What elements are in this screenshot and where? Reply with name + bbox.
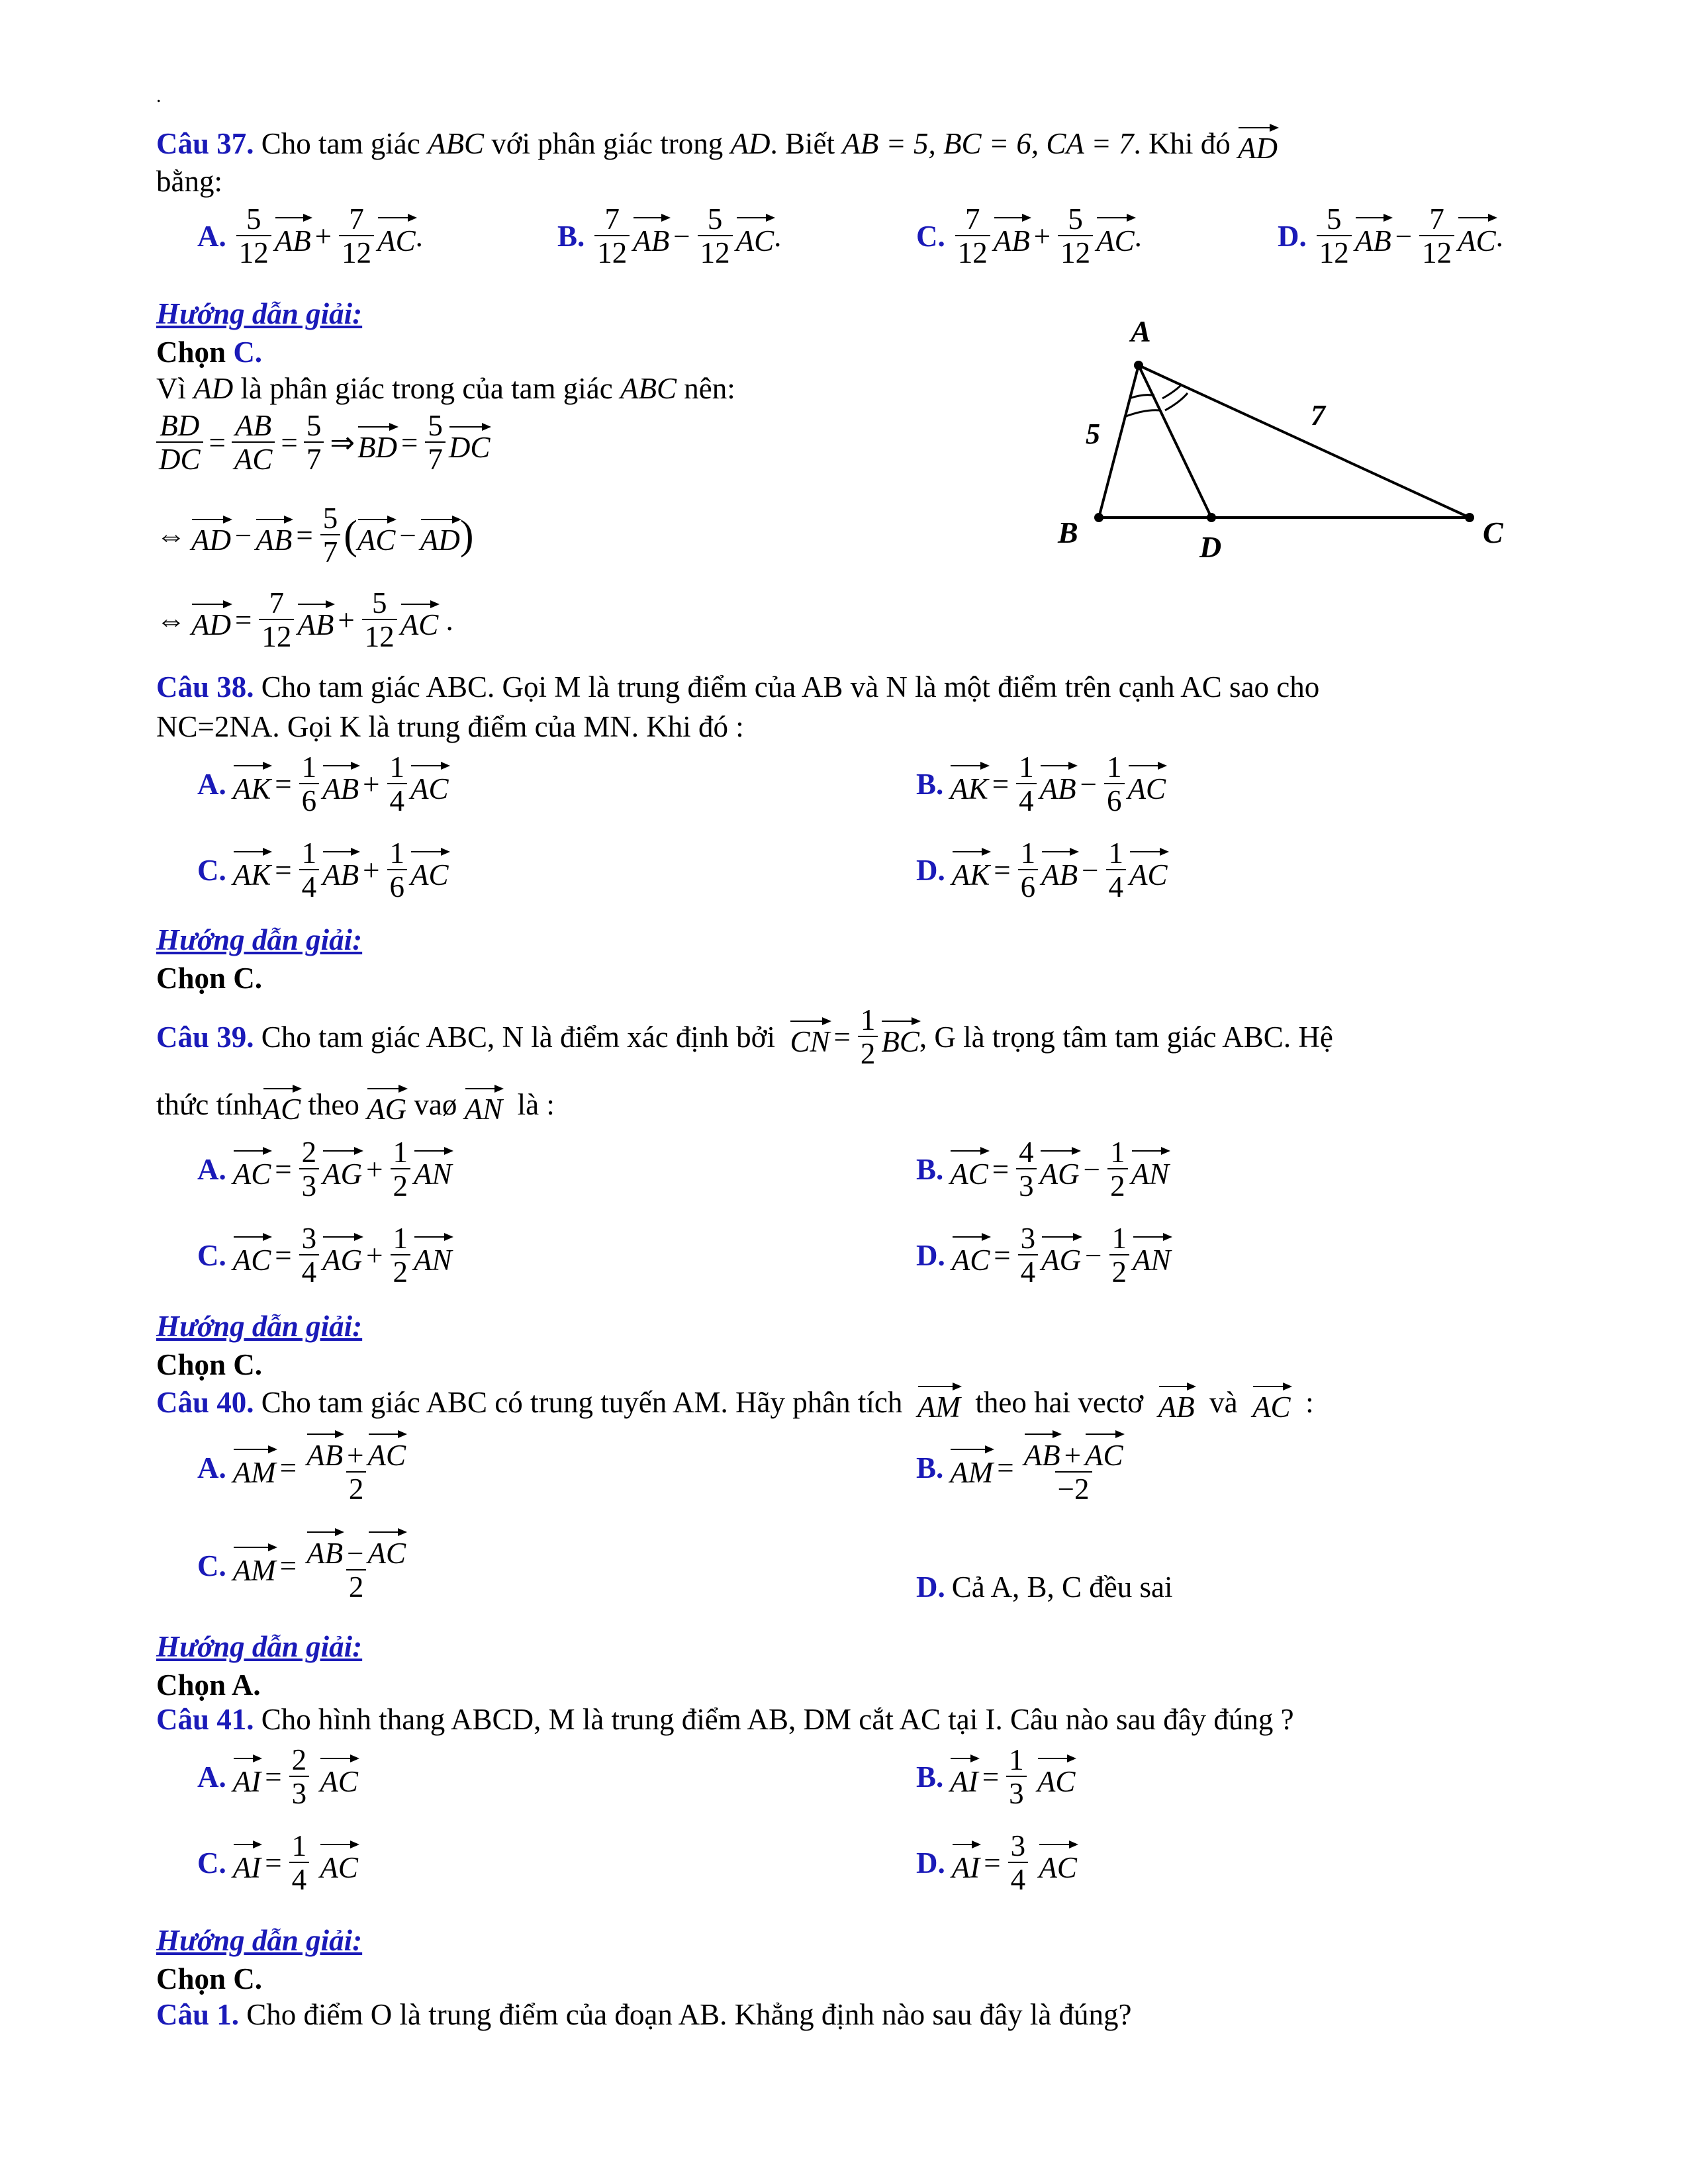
q40-guide: Hướng dẫn giải: <box>156 1630 363 1663</box>
q38-option-c[interactable]: C. AK = $\frac{1}{4}$ AB + $\frac{1}{6}$ AC <box>197 837 449 904</box>
sol-ad: AD <box>193 372 234 405</box>
q37-stem <box>156 124 1278 163</box>
q39-guide: Hướng dẫn giải: <box>156 1310 363 1343</box>
q39-stem-line2: thức tính AC theo AG vaø AN là : <box>156 1085 555 1124</box>
den: 2 <box>346 1471 367 1505</box>
triangle-figure <box>1046 311 1523 589</box>
option-label: C. <box>197 1549 226 1583</box>
den: −2 <box>1055 1471 1092 1505</box>
num: 1 <box>1019 751 1034 784</box>
num: 1 <box>291 1829 307 1862</box>
q39-text2: , G là trọng tâm tam giác ABC. Hệ <box>919 1020 1333 1054</box>
num: 1 <box>389 751 405 784</box>
den: 6 <box>1104 783 1125 817</box>
q40-option-a[interactable]: A. AM = $\frac{AB + AC}{2}$ <box>197 1431 412 1506</box>
q38-stem-line2: NC=2NA. Gọi K là trung điểm của MN. Khi đó : <box>156 710 744 743</box>
sol-text: nên: <box>684 372 735 405</box>
q41-text: Cho hình thang ABCD, M là trung điểm AB, DM cắt AC tại I. Câu nào sau đây đúng ? <box>261 1703 1294 1736</box>
q37-option-a[interactable] <box>197 204 423 269</box>
num: 3 <box>1010 1829 1026 1862</box>
q39-option-b[interactable]: B. AC = $\frac{4}{3}$ AG − $\frac{1}{2}$ AN <box>916 1136 1170 1203</box>
num: 1 <box>301 837 317 870</box>
den: 12 <box>1419 235 1454 269</box>
q39-text1: Cho tam giác ABC, N là điểm xác định bởi <box>261 1020 775 1054</box>
q38-chon: Chọn C. <box>156 962 263 995</box>
num: 1 <box>389 837 405 870</box>
option-label: C. <box>197 1239 226 1273</box>
num: 7 <box>604 203 620 236</box>
option-label: B. <box>916 768 944 801</box>
den: 2 <box>346 1569 367 1603</box>
vec-ac: AC <box>377 214 416 258</box>
period: . <box>1134 220 1142 253</box>
den: 12 <box>236 235 271 269</box>
triangle-abc <box>1099 365 1470 518</box>
q39-text4: theo <box>308 1088 359 1121</box>
den: 2 <box>391 1168 411 1202</box>
point-a <box>1134 361 1143 370</box>
chon-letter: C. <box>233 336 263 369</box>
num: 2 <box>301 1136 317 1169</box>
q39-option-c[interactable]: C. AC = $\frac{3}{4}$ AG + $\frac{1}{2}$ AN <box>197 1222 452 1289</box>
num: 5 <box>707 203 723 236</box>
den: 4 <box>299 869 320 903</box>
q37-text2: với phân giác trong <box>491 127 724 160</box>
num: 1 <box>1111 1222 1127 1255</box>
q41-guide: Hướng dẫn giải: <box>156 1924 363 1957</box>
operator: − <box>1082 854 1099 887</box>
q37-option-d[interactable] <box>1278 204 1503 269</box>
num: 1 <box>1020 837 1036 870</box>
q37-abc: ABC <box>427 127 484 160</box>
q41-option-d[interactable]: D. AI = $\frac{3}{4}$ AC <box>916 1829 1077 1897</box>
q39-text6: là : <box>517 1088 555 1121</box>
q37-guide: Hướng dẫn giải: <box>156 297 363 330</box>
q39-option-d[interactable]: D. AC = $\frac{3}{4}$ AG − $\frac{1}{2}$ AN <box>916 1222 1171 1289</box>
den: 3 <box>1006 1776 1027 1809</box>
q40-text2: theo hai vectơ <box>975 1386 1144 1419</box>
option-label: A. <box>197 1760 226 1794</box>
num: 4 <box>1019 1136 1034 1169</box>
q40-stem: Câu 40. Cho tam giác ABC có trung tuyến AM. Hãy phân tích AM theo hai vectơ AB và AC : <box>156 1383 1314 1422</box>
den: 12 <box>1058 235 1093 269</box>
den: 4 <box>289 1862 310 1895</box>
q40-chon: Chọn A. <box>156 1668 261 1702</box>
q37-option-b[interactable] <box>557 204 781 269</box>
operator: + <box>366 1153 383 1187</box>
angle-arc-2 <box>1129 395 1154 398</box>
point-d <box>1207 513 1216 522</box>
num: 1 <box>393 1222 408 1255</box>
num: 7 <box>1429 203 1444 236</box>
operator: − <box>1395 220 1413 253</box>
option-label: C. <box>916 220 945 253</box>
q41-option-b[interactable]: B. AI = $\frac{1}{3}$ AC <box>916 1743 1076 1811</box>
q1-text: Cho điểm O là trung điểm của đoạn AB. Khẳng định nào sau đây là đúng? <box>246 1998 1132 2031</box>
operator: + <box>363 854 380 887</box>
q38-guide: Hướng dẫn giải: <box>156 923 363 956</box>
den: 6 <box>1018 869 1039 903</box>
den: 3 <box>289 1776 310 1809</box>
q37-sol-line4: ⇔ AD = $\frac{7}{12}$ AB + $\frac{5}{12}$ AC . <box>156 586 453 654</box>
q39-chon: Chọn C. <box>156 1348 263 1381</box>
label-c: C <box>1483 516 1503 549</box>
period: . <box>774 220 782 253</box>
q39-text3: thức tính <box>156 1088 263 1121</box>
option-label: A. <box>197 768 226 801</box>
q37-label: Câu 37. <box>156 127 254 160</box>
den: 4 <box>387 783 408 817</box>
operator: + <box>366 1239 383 1273</box>
num: 3 <box>1020 1222 1036 1255</box>
den: 3 <box>299 1168 320 1202</box>
q37-given: AB = 5, BC = 6, CA = 7 <box>842 127 1134 160</box>
num: 1 <box>1108 837 1124 870</box>
num: 2 <box>291 1743 307 1776</box>
den: 4 <box>1018 1254 1039 1288</box>
q37-sol-line3: ⇔ AD − AB = $\frac{5}{7}$ ( AC − AD ) <box>156 502 474 569</box>
q1-label: Câu 1. <box>156 1998 240 2031</box>
operator: − <box>1080 768 1098 801</box>
vec-ab: AB <box>1355 214 1391 258</box>
num: 7 <box>965 203 980 236</box>
sol-text: Vì <box>156 372 186 405</box>
operator: − <box>1083 1153 1101 1187</box>
q40-label: Câu 40. <box>156 1386 254 1419</box>
vec-ac: AC <box>1458 214 1496 258</box>
den: 12 <box>594 235 630 269</box>
num: 7 <box>349 203 364 236</box>
q39-stem-line1: Câu 39. Cho tam giác ABC, N là điểm xác định bởi CN = $\frac{1}{2}$ BC , G là trọng tâm tam giác ABC. Hệ <box>156 1003 1333 1071</box>
q40-text1: Cho tam giác ABC có trung tuyến AM. Hãy phân tích <box>261 1386 903 1419</box>
q37-option-c[interactable] <box>916 204 1142 269</box>
vec-ac: AC <box>736 214 774 258</box>
q38-label: Câu 38. <box>156 670 254 704</box>
option-label: A. <box>197 220 226 253</box>
label-a: A <box>1131 314 1151 348</box>
den: 2 <box>1107 1168 1128 1202</box>
page-marker: . <box>156 85 162 107</box>
den: 4 <box>299 1254 320 1288</box>
point-c <box>1465 513 1474 522</box>
q37-text4: . Khi đó <box>1133 127 1231 160</box>
q39-label: Câu 39. <box>156 1020 254 1054</box>
den: 12 <box>1317 235 1352 269</box>
q37-sol-line1 <box>156 374 735 404</box>
q41-option-c[interactable]: C. AI = $\frac{1}{4}$ AC <box>197 1829 358 1897</box>
option-label: B. <box>916 1153 944 1187</box>
option-label: B. <box>916 1760 944 1794</box>
q41-chon: Chọn C. <box>156 1962 263 1995</box>
label-side-ab: 5 <box>1086 418 1100 450</box>
num: 3 <box>301 1222 317 1255</box>
q37-chon <box>156 335 262 369</box>
den: 4 <box>1016 783 1037 817</box>
num: 1 <box>1107 751 1122 784</box>
bisector-ad <box>1139 365 1211 518</box>
option-label: D. <box>916 854 945 887</box>
q37-text5: bằng: <box>156 165 222 198</box>
den: 4 <box>1106 869 1127 903</box>
q41-option-a[interactable]: A. AI = $\frac{2}{3}$ AC <box>197 1743 358 1811</box>
q37-ad: AD <box>730 127 771 160</box>
q38-option-d[interactable]: D. AK = $\frac{1}{6}$ AB − $\frac{1}{4}$ AC <box>916 837 1168 904</box>
vec-ab: AB <box>275 214 311 258</box>
q39-text5: vaø <box>414 1088 457 1121</box>
angle-arc-3 <box>1162 385 1181 398</box>
den: 12 <box>955 235 990 269</box>
option-label: D. <box>916 1239 945 1273</box>
num: 1 <box>393 1136 408 1169</box>
vec-ac: AC <box>1096 214 1135 258</box>
sol-abc: ABC <box>620 372 677 405</box>
option-label: A. <box>197 1153 226 1187</box>
option-label: D. <box>1278 220 1307 253</box>
operator: − <box>1085 1239 1102 1273</box>
q40-option-b[interactable]: B. AM = $\frac{AB + AC}{-2}$ <box>916 1431 1129 1506</box>
operator: + <box>1033 220 1051 253</box>
angle-arc-1 <box>1124 410 1160 417</box>
den: 6 <box>299 783 320 817</box>
den: 3 <box>1016 1168 1037 1202</box>
period: . <box>415 220 423 253</box>
q38-text: Cho tam giác ABC. Gọi M là trung điểm của AB và N là một điểm trên cạnh AC sao cho <box>261 670 1320 704</box>
chon-text: Chọn <box>156 336 226 369</box>
q38-option-b[interactable]: B. AK = $\frac{1}{4}$ AB − $\frac{1}{6}$ AC <box>916 751 1166 818</box>
q1-stem <box>156 2000 1132 2030</box>
option-label: D. <box>916 1570 945 1604</box>
option-label: B. <box>557 220 585 253</box>
q38-stem-line1 <box>156 672 1319 702</box>
vec-ab: AB <box>994 214 1030 258</box>
operator: + <box>347 1439 364 1472</box>
operator: + <box>1064 1439 1082 1472</box>
q37-text1: Cho tam giác <box>261 127 420 160</box>
q38-option-a[interactable]: A. AK = $\frac{1}{6}$ AB + $\frac{1}{4}$ AC <box>197 751 449 818</box>
option-label: A. <box>197 1451 226 1485</box>
operator: − <box>673 220 690 253</box>
operator: + <box>363 768 380 801</box>
num: 5 <box>1327 203 1342 236</box>
point-b <box>1094 513 1103 522</box>
q40-option-c[interactable]: C. AM = $\frac{AB - AC}{2}$ <box>197 1529 412 1604</box>
num: 1 <box>301 751 317 784</box>
q41-stem <box>156 1705 1294 1735</box>
num: 1 <box>1009 1743 1024 1776</box>
option-label: C. <box>197 854 226 887</box>
den: 12 <box>698 235 733 269</box>
q37-text3: . Biết <box>770 127 835 160</box>
q40-option-d[interactable] <box>916 1570 1173 1604</box>
sol-text: là phân giác trong của tam giác <box>240 372 613 405</box>
vec-ab: AB <box>633 214 669 258</box>
label-side-ac: 7 <box>1311 399 1325 432</box>
den: 6 <box>387 869 408 903</box>
den: 12 <box>339 235 374 269</box>
q37-sol-line2: $\frac{BD}{DC}$ = $\frac{AB}{AC}$ = $\frac{5}{7}$ ⇒ BD = $\frac{5}{7}$ DC <box>156 410 490 476</box>
q39-option-a[interactable]: A. AC = $\frac{2}{3}$ AG + $\frac{1}{2}$ AN <box>197 1136 452 1203</box>
den: 2 <box>391 1254 411 1288</box>
operator: + <box>314 220 332 253</box>
q40-text4: : <box>1305 1386 1314 1419</box>
period: . <box>1495 220 1503 253</box>
num: 5 <box>1068 203 1083 236</box>
den: 2 <box>1109 1254 1130 1288</box>
option-label: C. <box>197 1846 226 1880</box>
q37-vec-ad: AD <box>1238 124 1278 163</box>
q41-label: Câu 41. <box>156 1703 254 1736</box>
num: 1 <box>1110 1136 1125 1169</box>
option-label: B. <box>916 1451 944 1485</box>
option-label: D. <box>916 1846 945 1880</box>
option-text: Cả A, B, C đều sai <box>951 1570 1173 1604</box>
q40-text3: và <box>1209 1386 1238 1419</box>
den: 4 <box>1008 1862 1029 1895</box>
operator: − <box>347 1537 364 1570</box>
label-b: B <box>1058 516 1078 549</box>
num: 5 <box>246 203 261 236</box>
label-d: D <box>1199 530 1222 564</box>
